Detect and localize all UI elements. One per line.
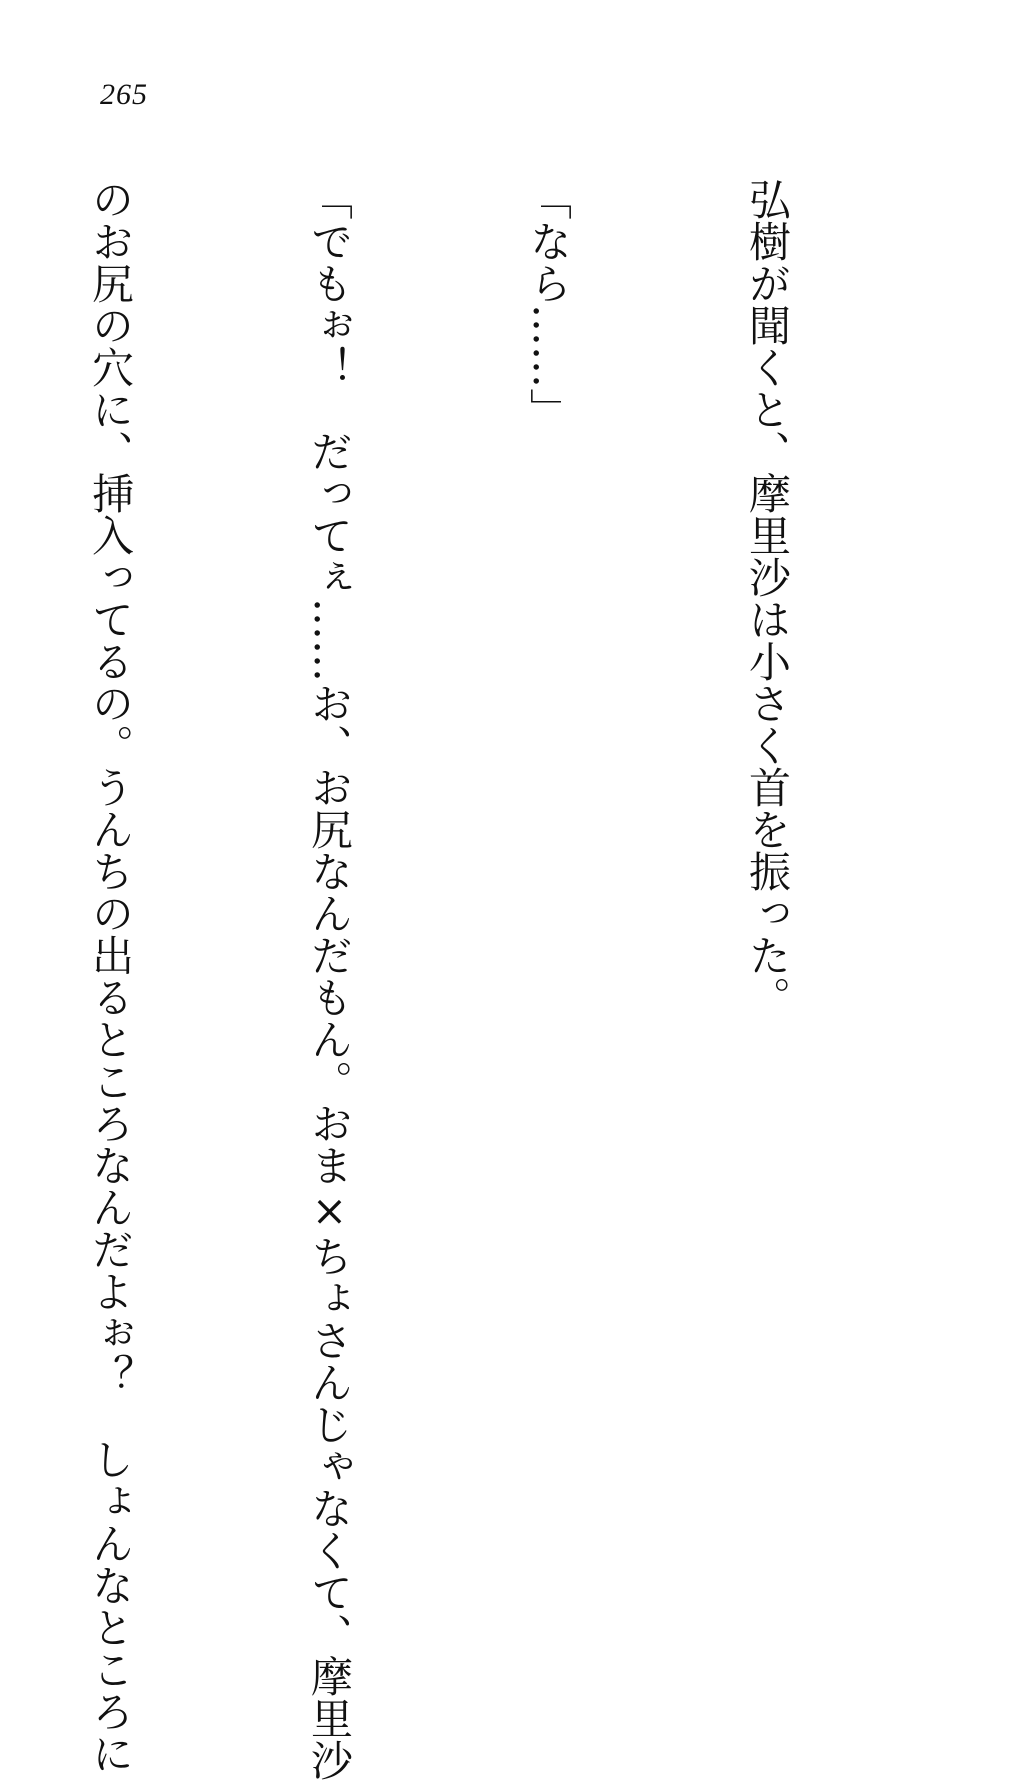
text-line: のお尻の穴に、挿入ってるの。うんちの出るところなんだよぉ？ しょんなところに	[86, 178, 135, 1774]
text-line: 弘樹が聞くと、摩里沙は小さく首を振った。	[743, 178, 792, 1018]
text-line: 「なら……」	[524, 178, 573, 430]
page-number: 265	[100, 78, 148, 111]
text-line: 「でもぉ！ だってぇ……お、お尻なんだもん。おま×ちょさんじゃなくて、摩里沙	[305, 178, 354, 1781]
body-text	[86, 178, 950, 1781]
